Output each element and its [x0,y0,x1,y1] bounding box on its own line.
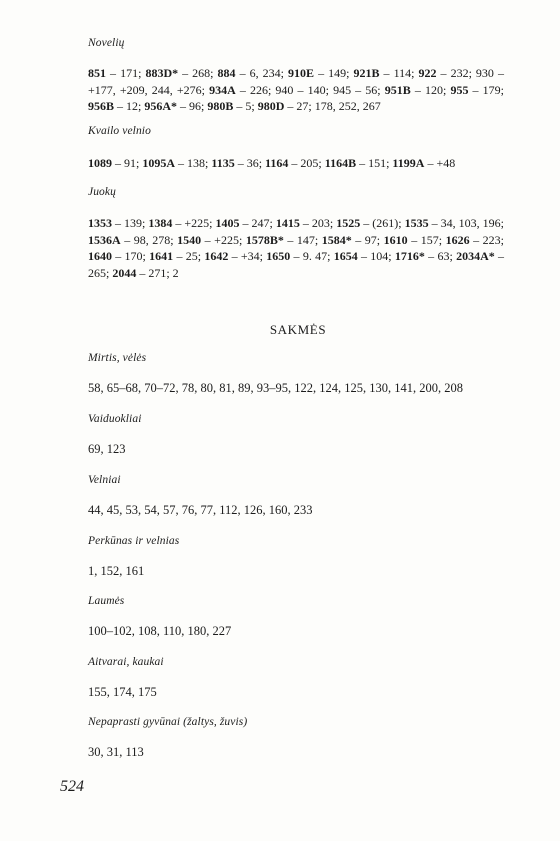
tale-type-number: 1089 [88,156,112,170]
page-reference-text: – +48 [424,156,456,170]
page-reference-text: – 34, 103, 196; [428,216,504,230]
page-number: 524 [60,778,84,795]
section-title: SAKMĖS [269,322,327,337]
index-entry-paragraph [88,215,504,281]
page-reference-text: – 138; [175,156,212,170]
tale-type-number: 884 [217,66,236,80]
page-reference-text: – 157; [407,232,446,247]
tale-type-number: 956B [88,99,115,113]
page-reference-text: – 120; [410,82,451,97]
tale-type-number: 1199A [392,156,425,170]
tale-type-number: 1654 [333,249,358,263]
tale-type-number: 851 [88,66,106,80]
page-reference-text: – 12; [114,99,145,113]
tale-type-number: 2044 [112,265,137,280]
tale-type-number: 934A [209,82,236,97]
page-reference-text: – 151; [356,156,393,170]
tale-type-number: 1353 [88,216,112,230]
page-reference-text: – +34; [228,249,267,263]
tale-type-number: 956A* [144,99,178,113]
page-reference-text: – 6, 234; [235,66,289,80]
page-reference-text: – 268; [178,66,218,80]
tale-type-number: 1584* [321,232,352,247]
tale-type-number: 922 [418,66,437,80]
tale-type-number: 1164 [265,156,289,170]
section-heading: Perkūnas ir velnias [88,535,180,547]
tale-type-number: 980D [257,99,285,113]
tale-type-number: 1716* [394,249,425,263]
tale-type-number: 1135 [211,156,235,170]
page-reference-text: – 147; [283,232,322,247]
page-reference-text: – 9. 47; [290,249,334,263]
section-heading: Kvailo velnio [88,125,151,137]
page-reference-text: – 170; [112,249,150,263]
page-reference-text: – 25; [173,249,205,263]
tale-type-number: 1405 [215,216,240,230]
tale-type-number: 1642 [204,249,229,263]
page-reference-text: – 36; [234,156,266,170]
page-reference-text: – 27; 178, 252, 267 [284,99,381,113]
page-reference-text: – 139; [112,216,149,230]
page-reference-text: – 97; [351,232,384,247]
page-references: 30, 31, 113 [88,745,144,759]
page-references: 69, 123 [88,442,126,456]
section-heading: Laumės [88,595,125,607]
page-reference-text: – 96; [177,99,208,113]
page-reference-text: – +225; [201,232,246,247]
tale-type-number: 1540 [177,232,202,247]
page-reference-text: – 114; [379,66,419,80]
tale-type-number: 1525 [336,216,361,230]
page-reference-text: – 226; 940 – 140; 945 – 56; [235,82,385,97]
page-reference-text: – 203; [299,216,337,230]
index-page [88,0,508,841]
page-references: 44, 45, 53, 54, 57, 76, 77, 112, 126, 160, 233 [88,503,313,517]
page-reference-text: – 223; [469,232,504,247]
page-reference-text: – 247; [239,216,276,230]
page-references: 1, 152, 161 [88,564,145,578]
section-heading: Novelių [88,37,125,49]
tale-type-number: 883D* [145,66,179,80]
index-entry-paragraph [88,65,504,115]
page-reference-text: – 91; [112,156,143,170]
tale-type-number: 1626 [445,232,470,247]
section-heading: Mirtis, vėlės [88,352,147,364]
tale-type-number: 1536A [88,232,121,247]
tale-type-number: 2034A* [456,249,495,263]
page-reference-text: – 149; [314,66,354,80]
index-entry-paragraph [88,155,504,172]
tale-type-number: 1578B* [245,232,284,247]
tale-type-number: 1640 [88,249,112,263]
tale-type-number: 1650 [266,249,291,263]
page-reference-text: – 232; 930 – +177, +209, 244, +276; [88,66,504,97]
page-reference-text: – 104; [357,249,395,263]
tale-type-number: 980B [207,99,234,113]
tale-type-number: 951B [384,82,411,97]
tale-type-number: 1415 [275,216,300,230]
page-references: 100–102, 108, 110, 180, 227 [88,624,232,638]
page-reference-text: – 63; [424,249,457,263]
page-references: 155, 174, 175 [88,685,157,699]
section-heading: Juokų [88,186,116,198]
tale-type-number: 1641 [149,249,174,263]
page-reference-text: – 98, 278; [120,232,178,247]
tale-type-number: 1095A [142,156,176,170]
section-heading: Nepaprasti gyvūnai (žaltys, žuvis) [88,716,248,728]
section-heading: Vaiduokliai [88,413,142,425]
tale-type-number: 1164B [324,156,357,170]
page-references: 58, 65–68, 70–72, 78, 80, 81, 89, 93–95, 122, 124, 125, 130, 141, 200, 208 [88,381,463,395]
page-reference-text: – 205; [288,156,325,170]
page-reference-text: – 5; [233,99,258,113]
tale-type-number: 921B [353,66,380,80]
page-reference-text: – +225; [172,216,216,230]
tale-type-number: 955 [450,82,469,97]
tale-type-number: 910E [288,66,315,80]
section-heading: Aitvarai, kaukai [88,656,164,668]
tale-type-number: 1610 [383,232,408,247]
page-reference-text: – 179; [468,82,504,97]
section-heading: Velniai [88,474,121,486]
page-reference-text: – 271; 2 [136,265,179,280]
tale-type-number: 1384 [148,216,173,230]
page-reference-text: – 171; [106,66,146,80]
page-reference-text: – (261); [360,216,405,230]
tale-type-number: 1535 [404,216,429,230]
page-reference-text: – 265; [88,249,505,280]
